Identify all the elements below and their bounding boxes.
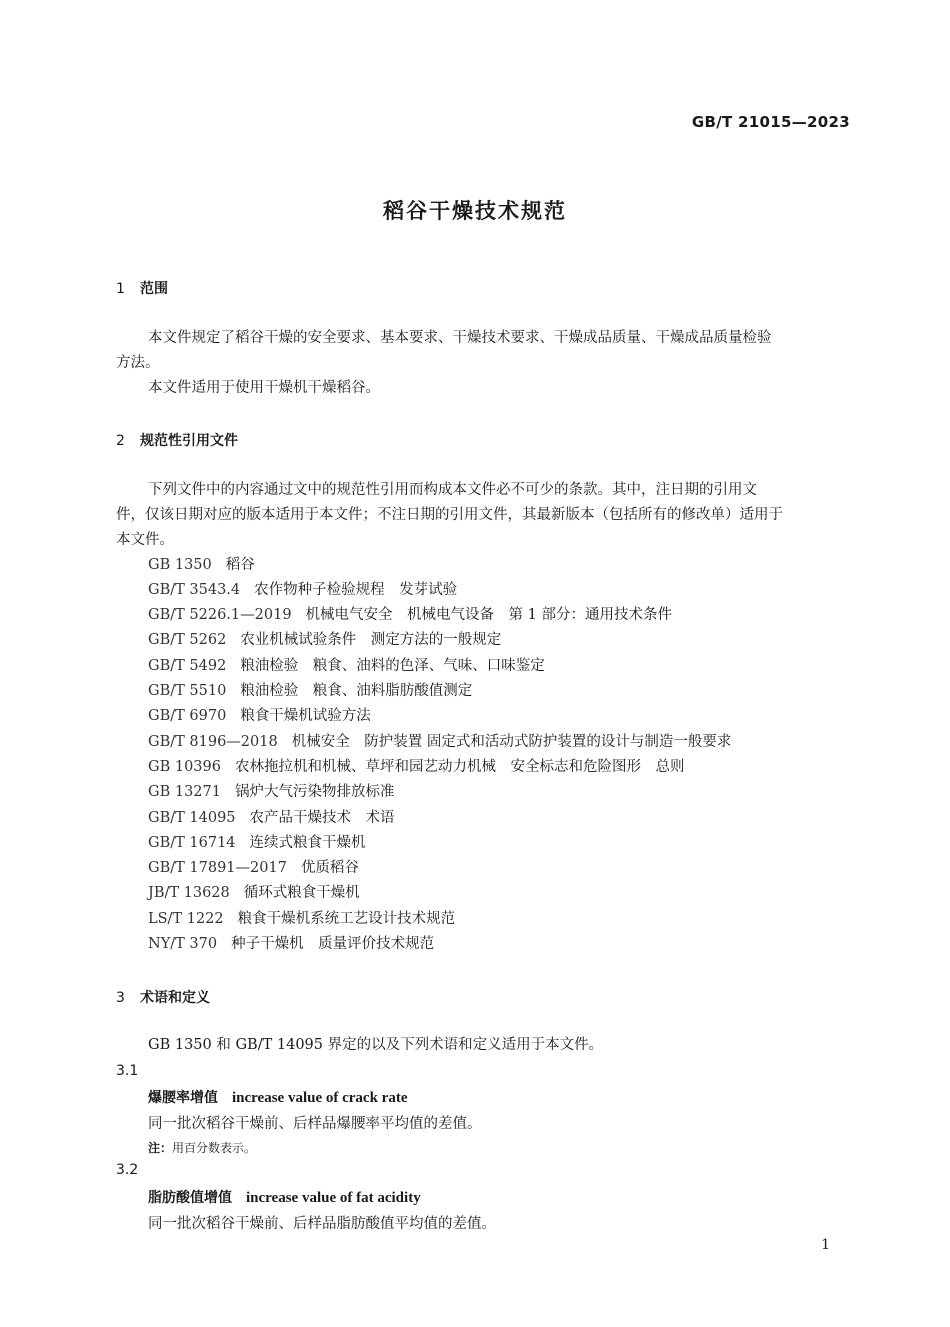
reference-item — [148, 654, 545, 679]
section-number: 1 — [116, 281, 125, 297]
reference-title: 连续式粮食干燥机 — [249, 835, 366, 851]
note-text: 用百分数表示。 — [172, 1141, 257, 1155]
reference-code: GB/T 5262 — [148, 632, 227, 648]
reference-code: LS/T 1222 — [148, 911, 224, 927]
section-2-intro — [116, 478, 852, 553]
reference-code: JB/T 13628 — [148, 885, 230, 901]
section-title: 术语和定义 — [140, 990, 210, 1006]
paragraph-line: GB 1350 和 GB/T 14095 界定的以及下列术语和定义适用于本文件。 — [148, 1037, 604, 1053]
reference-title: 农业机械试验条件 测定方法的一般规定 — [240, 632, 502, 648]
reference-title: 粮食干燥机系统工艺设计技术规范 — [237, 911, 456, 927]
reference-code: GB/T 5492 — [148, 658, 227, 674]
reference-code: GB/T 6970 — [148, 708, 227, 724]
reference-title: 循环式粮食干燥机 — [243, 885, 360, 901]
reference-title: 种子干燥机 质量评价技术规范 — [231, 936, 435, 952]
term-definition: 同一批次稻谷干燥前、后样品爆腰率平均值的差值。 — [148, 1116, 482, 1132]
term-definition: 同一批次稻谷干燥前、后样品脂肪酸值平均值的差值。 — [148, 1216, 496, 1232]
term-zh: 脂肪酸值增值 — [148, 1190, 232, 1206]
term-en: increase value of fat acidity — [246, 1190, 421, 1206]
reference-title: 粮油检验 粮食、油料脂肪酸值测定 — [240, 683, 473, 699]
reference-item — [148, 603, 672, 628]
document-title: 稻谷干燥技术规范 — [383, 199, 567, 223]
section-1-heading — [116, 278, 168, 298]
section-title: 范围 — [140, 281, 168, 297]
reference-item — [148, 780, 394, 805]
section-3-heading — [116, 987, 210, 1007]
reference-item — [148, 704, 371, 729]
reference-code: GB/T 5510 — [148, 683, 227, 699]
paragraph-line: 本文件适用于使用干燥机干燥稻谷。 — [148, 380, 380, 396]
section-1-paragraph-1 — [116, 326, 852, 376]
section-number: 3 — [116, 990, 125, 1006]
reference-code: GB/T 17891—2017 — [148, 860, 287, 876]
reference-item — [148, 881, 360, 906]
reference-code: GB 10396 — [148, 759, 221, 775]
section-1-paragraph-2 — [116, 376, 852, 401]
reference-title: 优质稻谷 — [300, 860, 359, 876]
section-number: 2 — [116, 433, 125, 449]
reference-item — [148, 578, 457, 603]
section-title: 规范性引用文件 — [140, 433, 238, 449]
term-heading — [148, 1187, 421, 1207]
reference-title: 粮油检验 粮食、油料的色泽、气味、口味鉴定 — [240, 658, 545, 674]
reference-item — [148, 628, 501, 653]
reference-item — [148, 553, 255, 578]
reference-item — [148, 806, 395, 831]
reference-item — [148, 679, 472, 704]
paragraph-line: 下列文件中的内容通过文中的规范性引用而构成本文件必不可少的条款。其中，注日期的引用文 — [148, 482, 757, 498]
reference-title: 稻谷 — [225, 557, 255, 573]
reference-code: GB/T 16714 — [148, 835, 236, 851]
standard-number: GB/T 21015—2023 — [691, 113, 850, 131]
reference-title: 机械电气安全 机械电气设备 第 1 部分：通用技术条件 — [305, 607, 672, 623]
reference-title: 农林拖拉机和机械、草坪和园艺动力机械 安全标志和危险图形 总则 — [234, 759, 685, 775]
reference-title: 农作物种子检验规程 发芽试验 — [254, 582, 458, 598]
paragraph-line: 件，仅该日期对应的版本适用于本文件；不注日期的引用文件，其最新版本（包括所有的修改单）适用于 — [116, 507, 783, 523]
reference-code: NY/T 370 — [148, 936, 218, 952]
section-3-intro — [116, 1033, 852, 1058]
term-heading — [148, 1087, 408, 1107]
reference-code: GB 13271 — [148, 784, 221, 800]
reference-title: 粮食干燥机试验方法 — [240, 708, 371, 724]
reference-item — [148, 856, 359, 881]
reference-title: 农产品干燥技术 术语 — [249, 810, 395, 826]
paragraph-line: 本文件规定了稻谷干燥的安全要求、基本要求、干燥技术要求、干燥成品质量、干燥成品质量检验 — [148, 330, 772, 346]
reference-code: GB/T 8196—2018 — [148, 734, 278, 750]
note-label: 注： — [148, 1141, 173, 1155]
reference-title: 机械安全 防护装置 固定式和活动式防护装置的设计与制造一般要求 — [291, 734, 732, 750]
term-zh: 爆腰率增值 — [148, 1090, 218, 1106]
paragraph-line: 本文件。 — [116, 532, 174, 548]
reference-item — [148, 907, 455, 932]
term-number: 3.2 — [116, 1162, 139, 1178]
paragraph-line: 方法。 — [116, 355, 160, 371]
reference-item — [148, 755, 684, 780]
reference-item — [148, 730, 731, 755]
term-number: 3.1 — [116, 1063, 139, 1079]
term-note — [148, 1139, 256, 1156]
section-2-heading — [116, 430, 238, 450]
reference-code: GB/T 3543.4 — [148, 582, 241, 598]
page-number: 1 — [821, 1237, 830, 1253]
reference-item — [148, 831, 366, 856]
reference-code: GB/T 14095 — [148, 810, 236, 826]
reference-title: 锅炉大气污染物排放标准 — [234, 784, 395, 800]
reference-code: GB 1350 — [148, 557, 212, 573]
reference-item — [148, 932, 434, 957]
reference-code: GB/T 5226.1—2019 — [148, 607, 292, 623]
term-en: increase value of crack rate — [232, 1090, 408, 1106]
